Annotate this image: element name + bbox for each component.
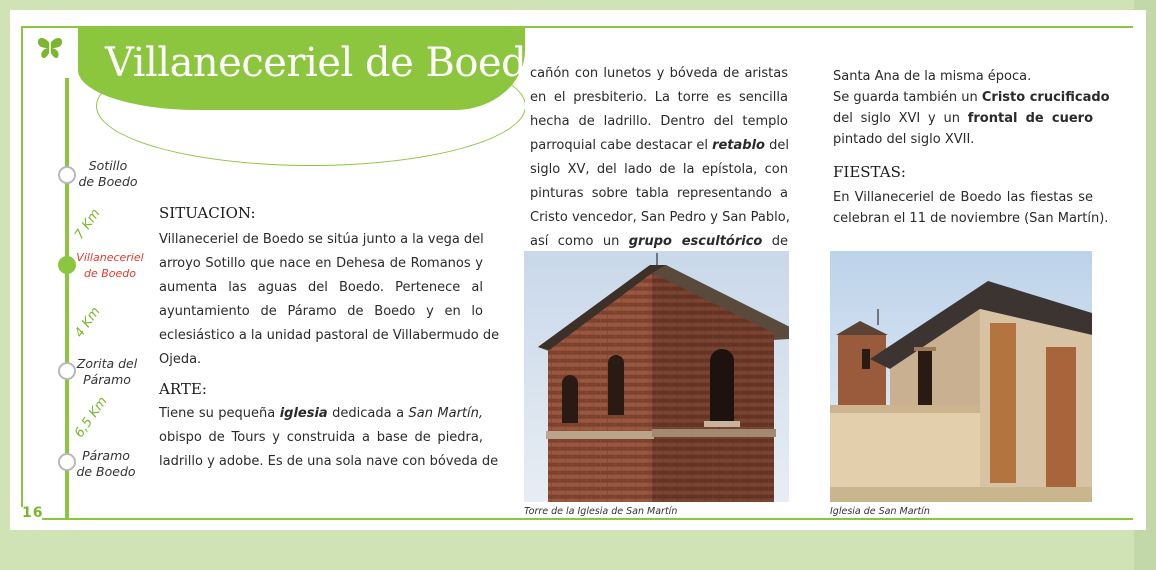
text-line: así como un grupo escultórico de: [530, 234, 789, 249]
text-line: eclesiástico a la unidad pastoral de Villabermudo de: [159, 328, 500, 343]
text-line: celebran el 11 de noviembre (San Martín).: [833, 211, 1109, 226]
arte-heading: ARTE:: [159, 380, 207, 398]
route-distance-3: 6,5 Km: [72, 394, 111, 441]
route-stop-zorita: Zorita del Páramo: [76, 356, 138, 387]
text-line: hecha de ladrillo. Dentro del templo: [530, 114, 788, 129]
frame-bottom-line: [21, 518, 1133, 520]
situacion-heading: SITUACION:: [159, 204, 256, 222]
text-line: ayuntamiento de Páramo de Boedo y en lo: [159, 304, 483, 319]
text-line: Santa Ana de la misma época.: [833, 69, 1032, 84]
text-line: Se guarda también un Cristo crucificado: [833, 90, 1110, 105]
page-number: 16: [22, 505, 44, 521]
photo-church-tower: [524, 251, 789, 502]
text-line: parroquial cabe destacar el retablo del: [530, 138, 789, 153]
text-line: arroyo Sotillo que nace en Dehesa de Romanos y: [159, 256, 483, 271]
fiestas-heading: FIESTAS:: [833, 163, 906, 181]
route-distance-1: 7 Km: [72, 206, 104, 243]
route-distance-2: 4 Km: [72, 304, 104, 341]
photo-caption-tower: Torre de la Iglesia de San Martín: [524, 506, 678, 517]
text-line: siglo XV, del lado de la epístola, con: [530, 162, 788, 177]
situacion-text: [159, 228, 500, 372]
text-line: pintado del siglo XVII.: [833, 132, 975, 147]
text-line: ladrillo y adobe. Es de una sola nave con bóveda de: [159, 454, 499, 469]
page-title: Villaneceriel de Boedo: [105, 40, 550, 86]
text-line: del siglo XVI y un frontal de cuero: [833, 111, 1094, 126]
text-line: pinturas sobre tabla representando a: [530, 186, 788, 201]
photo-church: [830, 251, 1092, 502]
text-line: Cristo vencedor, San Pedro y San Pablo,: [530, 210, 790, 225]
text-line: Villaneceriel de Boedo se sitúa junto a la vega del: [159, 232, 484, 247]
text-line: obispo de Tours y construida a base de piedra,: [159, 430, 483, 445]
fiestas-text: [833, 187, 1109, 229]
photo-caption-church: Iglesia de San Martín: [830, 506, 930, 517]
route-stop-paramo: Páramo de Boedo: [76, 448, 136, 479]
arte-text: [159, 402, 499, 474]
text-line: Tiene su pequeña iglesia dedicada a San Martín,: [159, 406, 483, 421]
right-text: [833, 66, 1110, 150]
middle-text: [530, 62, 788, 254]
text-line: cañón con lunetos y bóveda de aristas: [530, 66, 788, 81]
brochure-page: [10, 10, 1146, 530]
text-line: Ojeda.: [159, 352, 202, 367]
route-stop-villaneceriel: Villaneceriel de Boedo: [76, 251, 144, 280]
text-line: en el presbiterio. La torre es sencilla: [530, 90, 788, 105]
text-line: En Villaneceriel de Boedo las fiestas se: [833, 190, 1093, 205]
frame-left-line: [21, 27, 23, 512]
butterfly-icon: [36, 36, 64, 62]
text-line: aumenta las aguas del Boedo. Pertenece al: [159, 280, 483, 295]
route-stop-sotillo: Sotillo de Boedo: [78, 158, 138, 189]
